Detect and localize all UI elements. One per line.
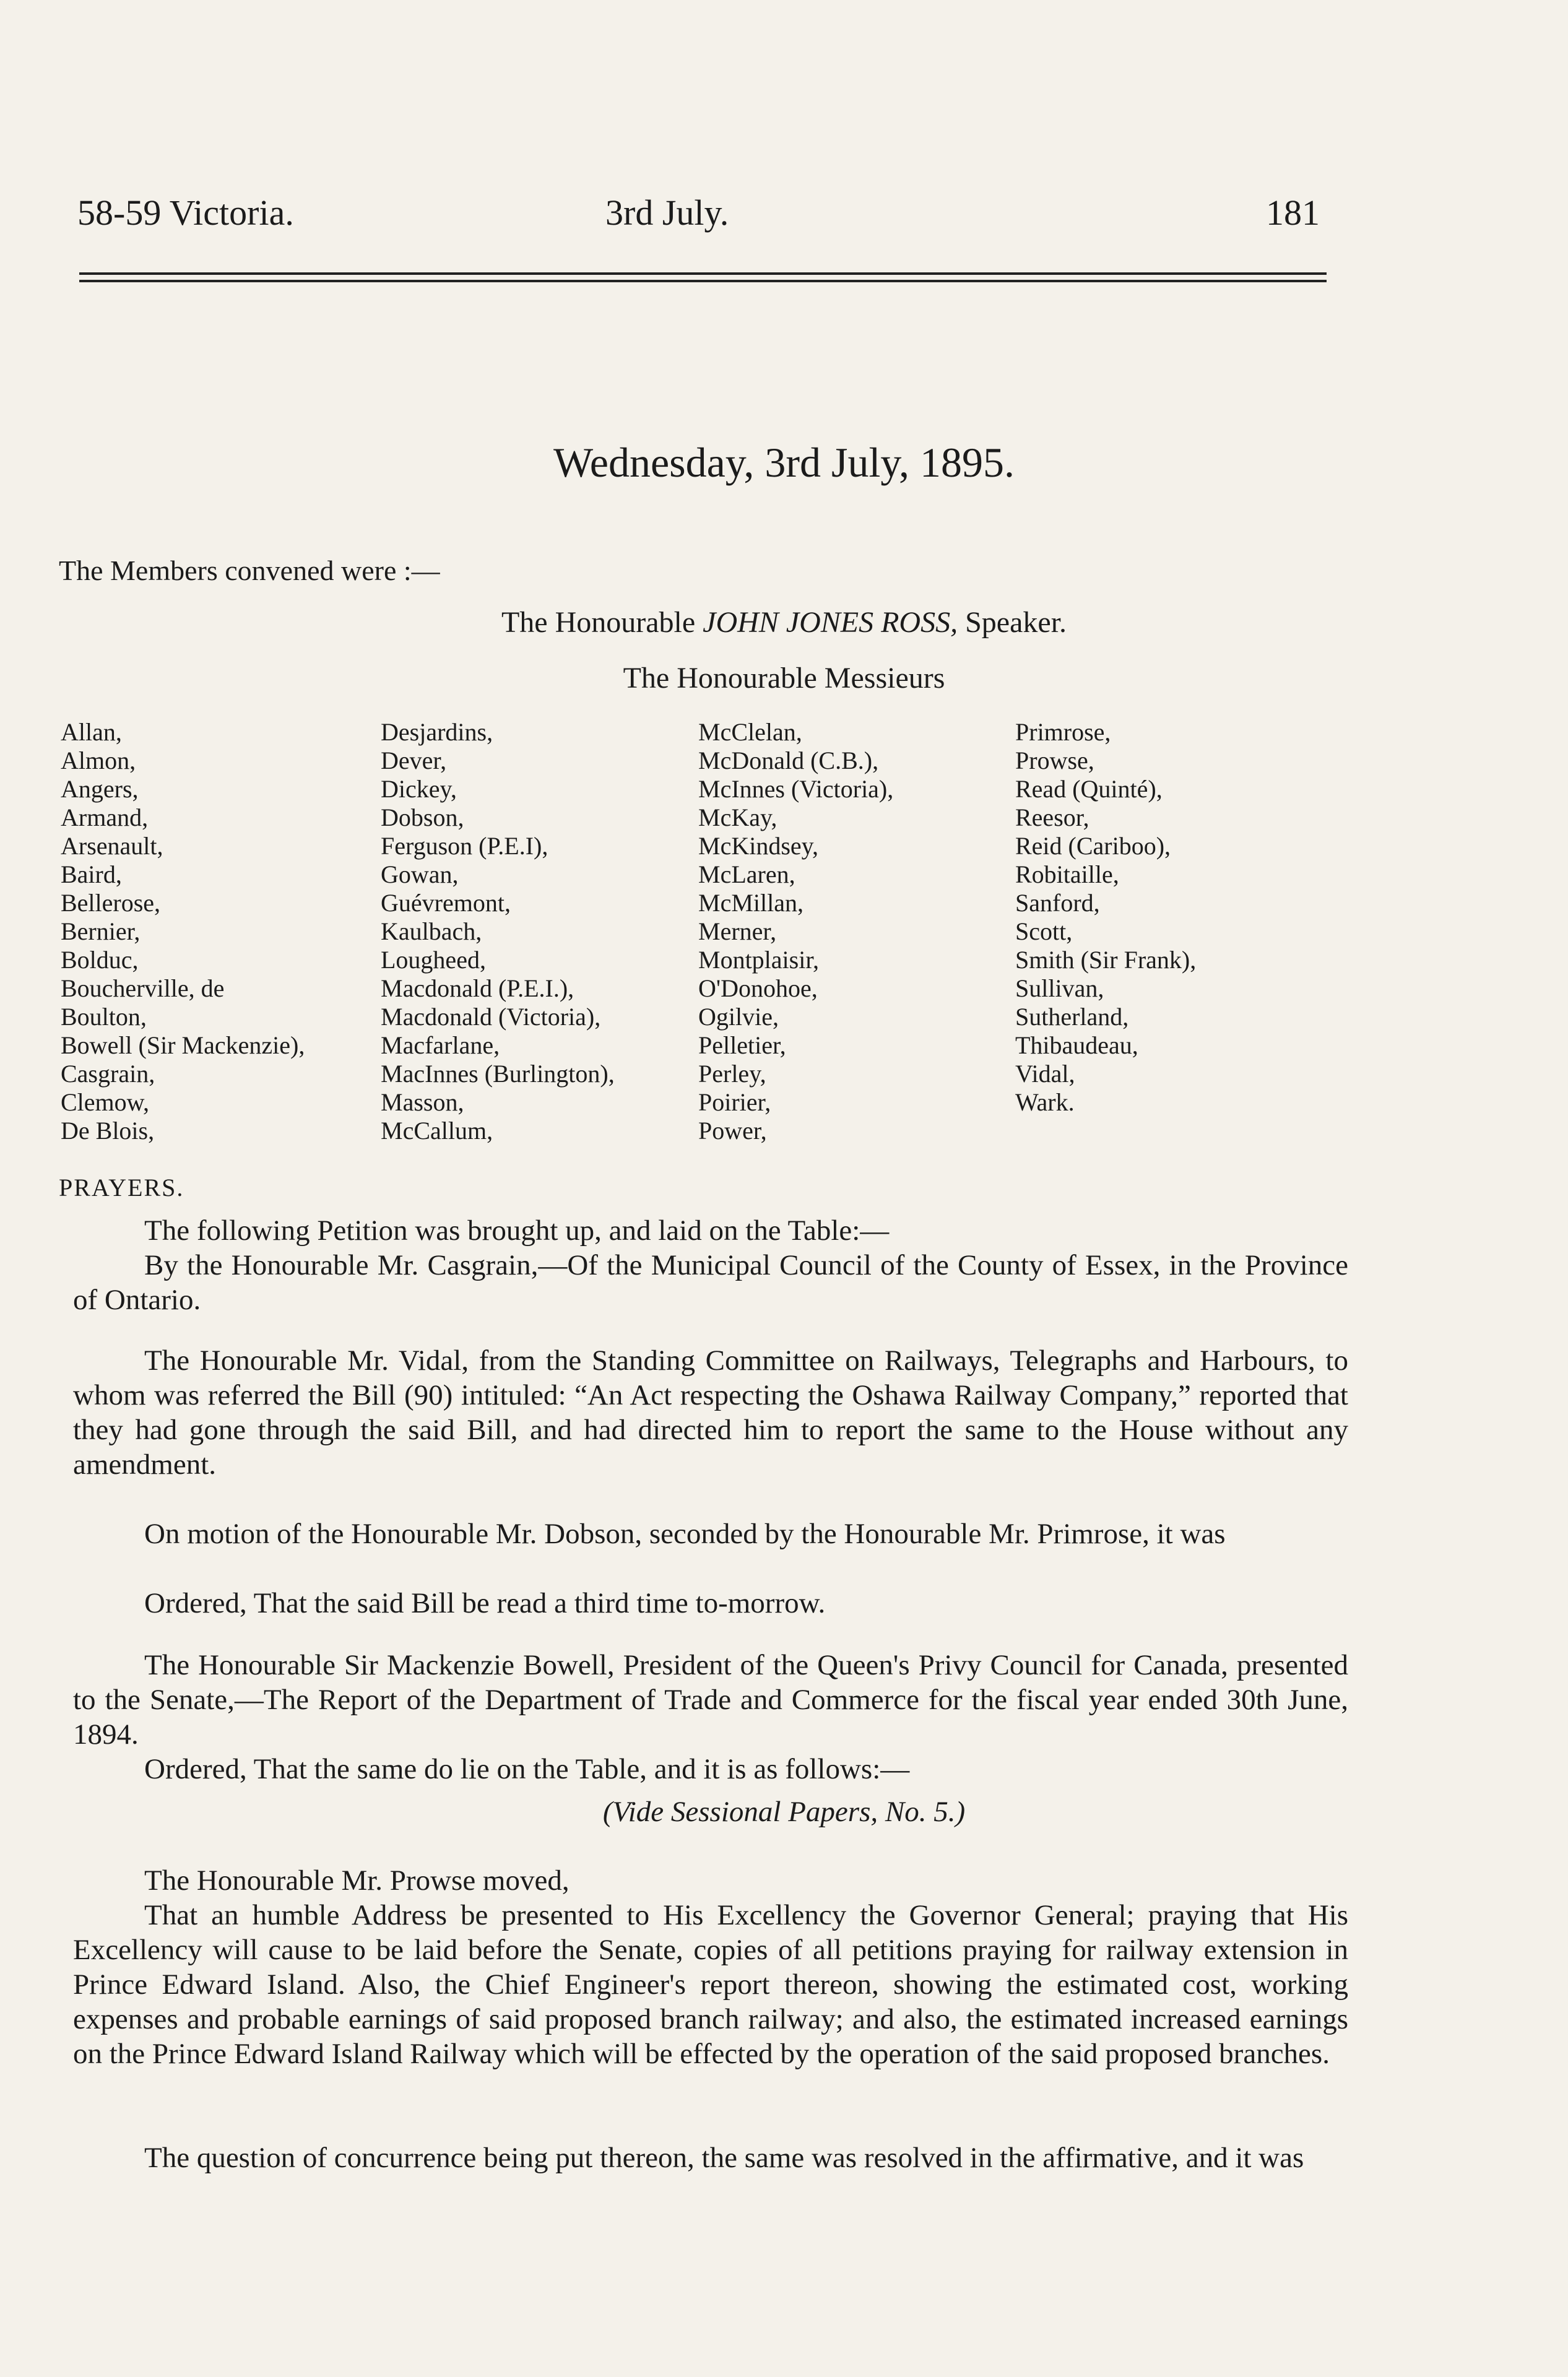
member-name: Robitaille, — [1015, 860, 1119, 888]
member-name: Lougheed, — [381, 946, 486, 974]
member-name: Ogilvie, — [698, 1003, 779, 1031]
dobson-motion: On motion of the Honourable Mr. Dobson, seconded by the Honourable Mr. Primrose, it was — [144, 1518, 1226, 1550]
member-name: O'Donohoe, — [698, 974, 818, 1002]
humble-address: That an humble Address be presented to His Excellency the Governor General; praying that His Excellency will cause to be laid before the Senate, copies of all petitions praying for railway extension in Prince Edward Island. Also, the Chief Engineer's report thereon, showing the estimated cost, working expenses and probable earnings of said proposed branch railway; and also, the estimated increased earnings on the Prince Edward Island Railway which will be effected by the operation of the said proposed branches. — [73, 1899, 1348, 2070]
member-name: Scott, — [1015, 917, 1073, 945]
member-name: McInnes (Victoria), — [698, 775, 894, 803]
member-name: McKay, — [698, 803, 778, 831]
member-name: Sanford, — [1015, 889, 1100, 917]
vide-sessional-papers: (Vide Sessional Papers, No. 5.) — [602, 1796, 966, 1828]
member-name: Allan, — [61, 718, 122, 746]
member-name: Macdonald (P.E.I.), — [381, 974, 574, 1002]
member-name: Kaulbach, — [381, 917, 482, 945]
member-name: Dever, — [381, 747, 447, 774]
member-name: Prowse, — [1015, 747, 1094, 774]
member-name: McDonald (C.B.), — [698, 747, 879, 774]
petition-casgrain: By the Honourable Mr. Casgrain,—Of the Municipal Council of the County of Essex, in the Province of Ontario. — [73, 1249, 1348, 1316]
members-column-2 — [381, 718, 615, 1145]
member-name: Boulton, — [61, 1003, 147, 1031]
members-column-3 — [698, 718, 893, 1145]
speaker-name: JOHN JONES ROSS, — [703, 606, 958, 639]
member-name: Macfarlane, — [381, 1031, 500, 1059]
member-name: Almon, — [61, 747, 136, 774]
member-name: McCallum, — [381, 1117, 493, 1145]
member-name: De Blois, — [61, 1117, 155, 1145]
page-title: Wednesday, 3rd July, 1895. — [553, 439, 1015, 486]
member-name: Reid (Cariboo), — [1015, 832, 1171, 860]
member-name: Arsenault, — [61, 832, 163, 860]
members-column-4 — [1015, 718, 1196, 1117]
member-name: Vidal, — [1015, 1060, 1075, 1088]
member-name: Read (Quinté), — [1015, 775, 1163, 803]
member-name: Bernier, — [61, 917, 141, 945]
member-name: Gowan, — [381, 860, 459, 888]
member-name: Wark. — [1015, 1088, 1075, 1116]
member-name: McClelan, — [698, 718, 802, 746]
member-name: McLaren, — [698, 860, 795, 888]
member-name: Merner, — [698, 917, 777, 945]
member-name: McKindsey, — [698, 832, 819, 860]
member-name: Ferguson (P.E.I), — [381, 832, 548, 860]
member-name: MacInnes (Burlington), — [381, 1060, 615, 1088]
member-name: Montplaisir, — [698, 946, 820, 974]
ordered-lie-on-table: Ordered, That the same do lie on the Table, and it is as follows:— — [144, 1753, 910, 1785]
ordered-third-reading: Ordered, That the said Bill be read a third time to-morrow. — [144, 1587, 826, 1619]
vidal-report: The Honourable Mr. Vidal, from the Standing Committee on Railways, Telegraphs and Harbours, to whom was referred the Bill (90) intituled: “An Act respecting the Oshawa Railway Company,” reported that they had gone through the said Bill, and had directed him to report the same to the House without any amendment. — [73, 1344, 1348, 1481]
member-name: Guévremont, — [381, 889, 511, 917]
member-name: Bowell (Sir Mackenzie), — [61, 1031, 305, 1059]
prayers-heading: PRAYERS. — [59, 1174, 184, 1201]
member-name: Sullivan, — [1015, 974, 1104, 1002]
member-name: Perley, — [698, 1060, 766, 1088]
member-name: Smith (Sir Frank), — [1015, 946, 1197, 974]
member-name: Dobson, — [381, 803, 464, 831]
member-name: Bolduc, — [61, 946, 139, 974]
member-name: Macdonald (Victoria), — [381, 1003, 601, 1031]
member-name: Primrose, — [1015, 718, 1111, 746]
members-intro: The Members convened were :— — [59, 555, 440, 586]
member-name: Power, — [698, 1117, 767, 1145]
member-name: Poirier, — [698, 1088, 771, 1116]
member-name: Baird, — [61, 860, 122, 888]
petition-intro: The following Petition was brought up, and laid on the Table:— — [144, 1214, 890, 1247]
member-name: Dickey, — [381, 775, 457, 803]
members-column-1 — [61, 718, 305, 1145]
member-name: Clemow, — [61, 1088, 149, 1116]
bowell-report: The Honourable Sir Mackenzie Bowell, President of the Queen's Privy Council for Canada, presented to the Senate,—The Report of the Department of Trade and Commerce for the fiscal year ended 30th June, 1894. — [73, 1649, 1348, 1751]
header-rule-bottom — [79, 280, 1327, 282]
member-name: Armand, — [61, 803, 149, 831]
messieurs-heading: The Honourable Messieurs — [623, 662, 945, 695]
header-date: 3rd July. — [605, 193, 729, 233]
member-name: Masson, — [381, 1088, 464, 1116]
member-name: Bellerose, — [61, 889, 161, 917]
member-name: Thibaudeau, — [1015, 1031, 1138, 1059]
page-number: 181 — [1266, 193, 1320, 233]
member-name: Angers, — [61, 775, 139, 803]
member-name: McMillan, — [698, 889, 803, 917]
member-name: Pelletier, — [698, 1031, 786, 1059]
speaker-prefix: The Honourable — [501, 606, 696, 639]
speaker-line — [0, 605, 1568, 639]
prowse-moved: The Honourable Mr. Prowse moved, — [144, 1864, 570, 1897]
member-name: Boucherville, de — [61, 974, 225, 1002]
member-name: Sutherland, — [1015, 1003, 1129, 1031]
header-rule-top — [79, 272, 1327, 275]
question-concurrence: The question of concurrence being put thereon, the same was resolved in the affirmative, and it was — [144, 2142, 1304, 2174]
member-name: Desjardins, — [381, 718, 493, 746]
header-session: 58-59 Victoria. — [77, 193, 294, 233]
member-name: Casgrain, — [61, 1060, 155, 1088]
member-name: Reesor, — [1015, 803, 1089, 831]
speaker-suffix: Speaker. — [965, 606, 1067, 639]
